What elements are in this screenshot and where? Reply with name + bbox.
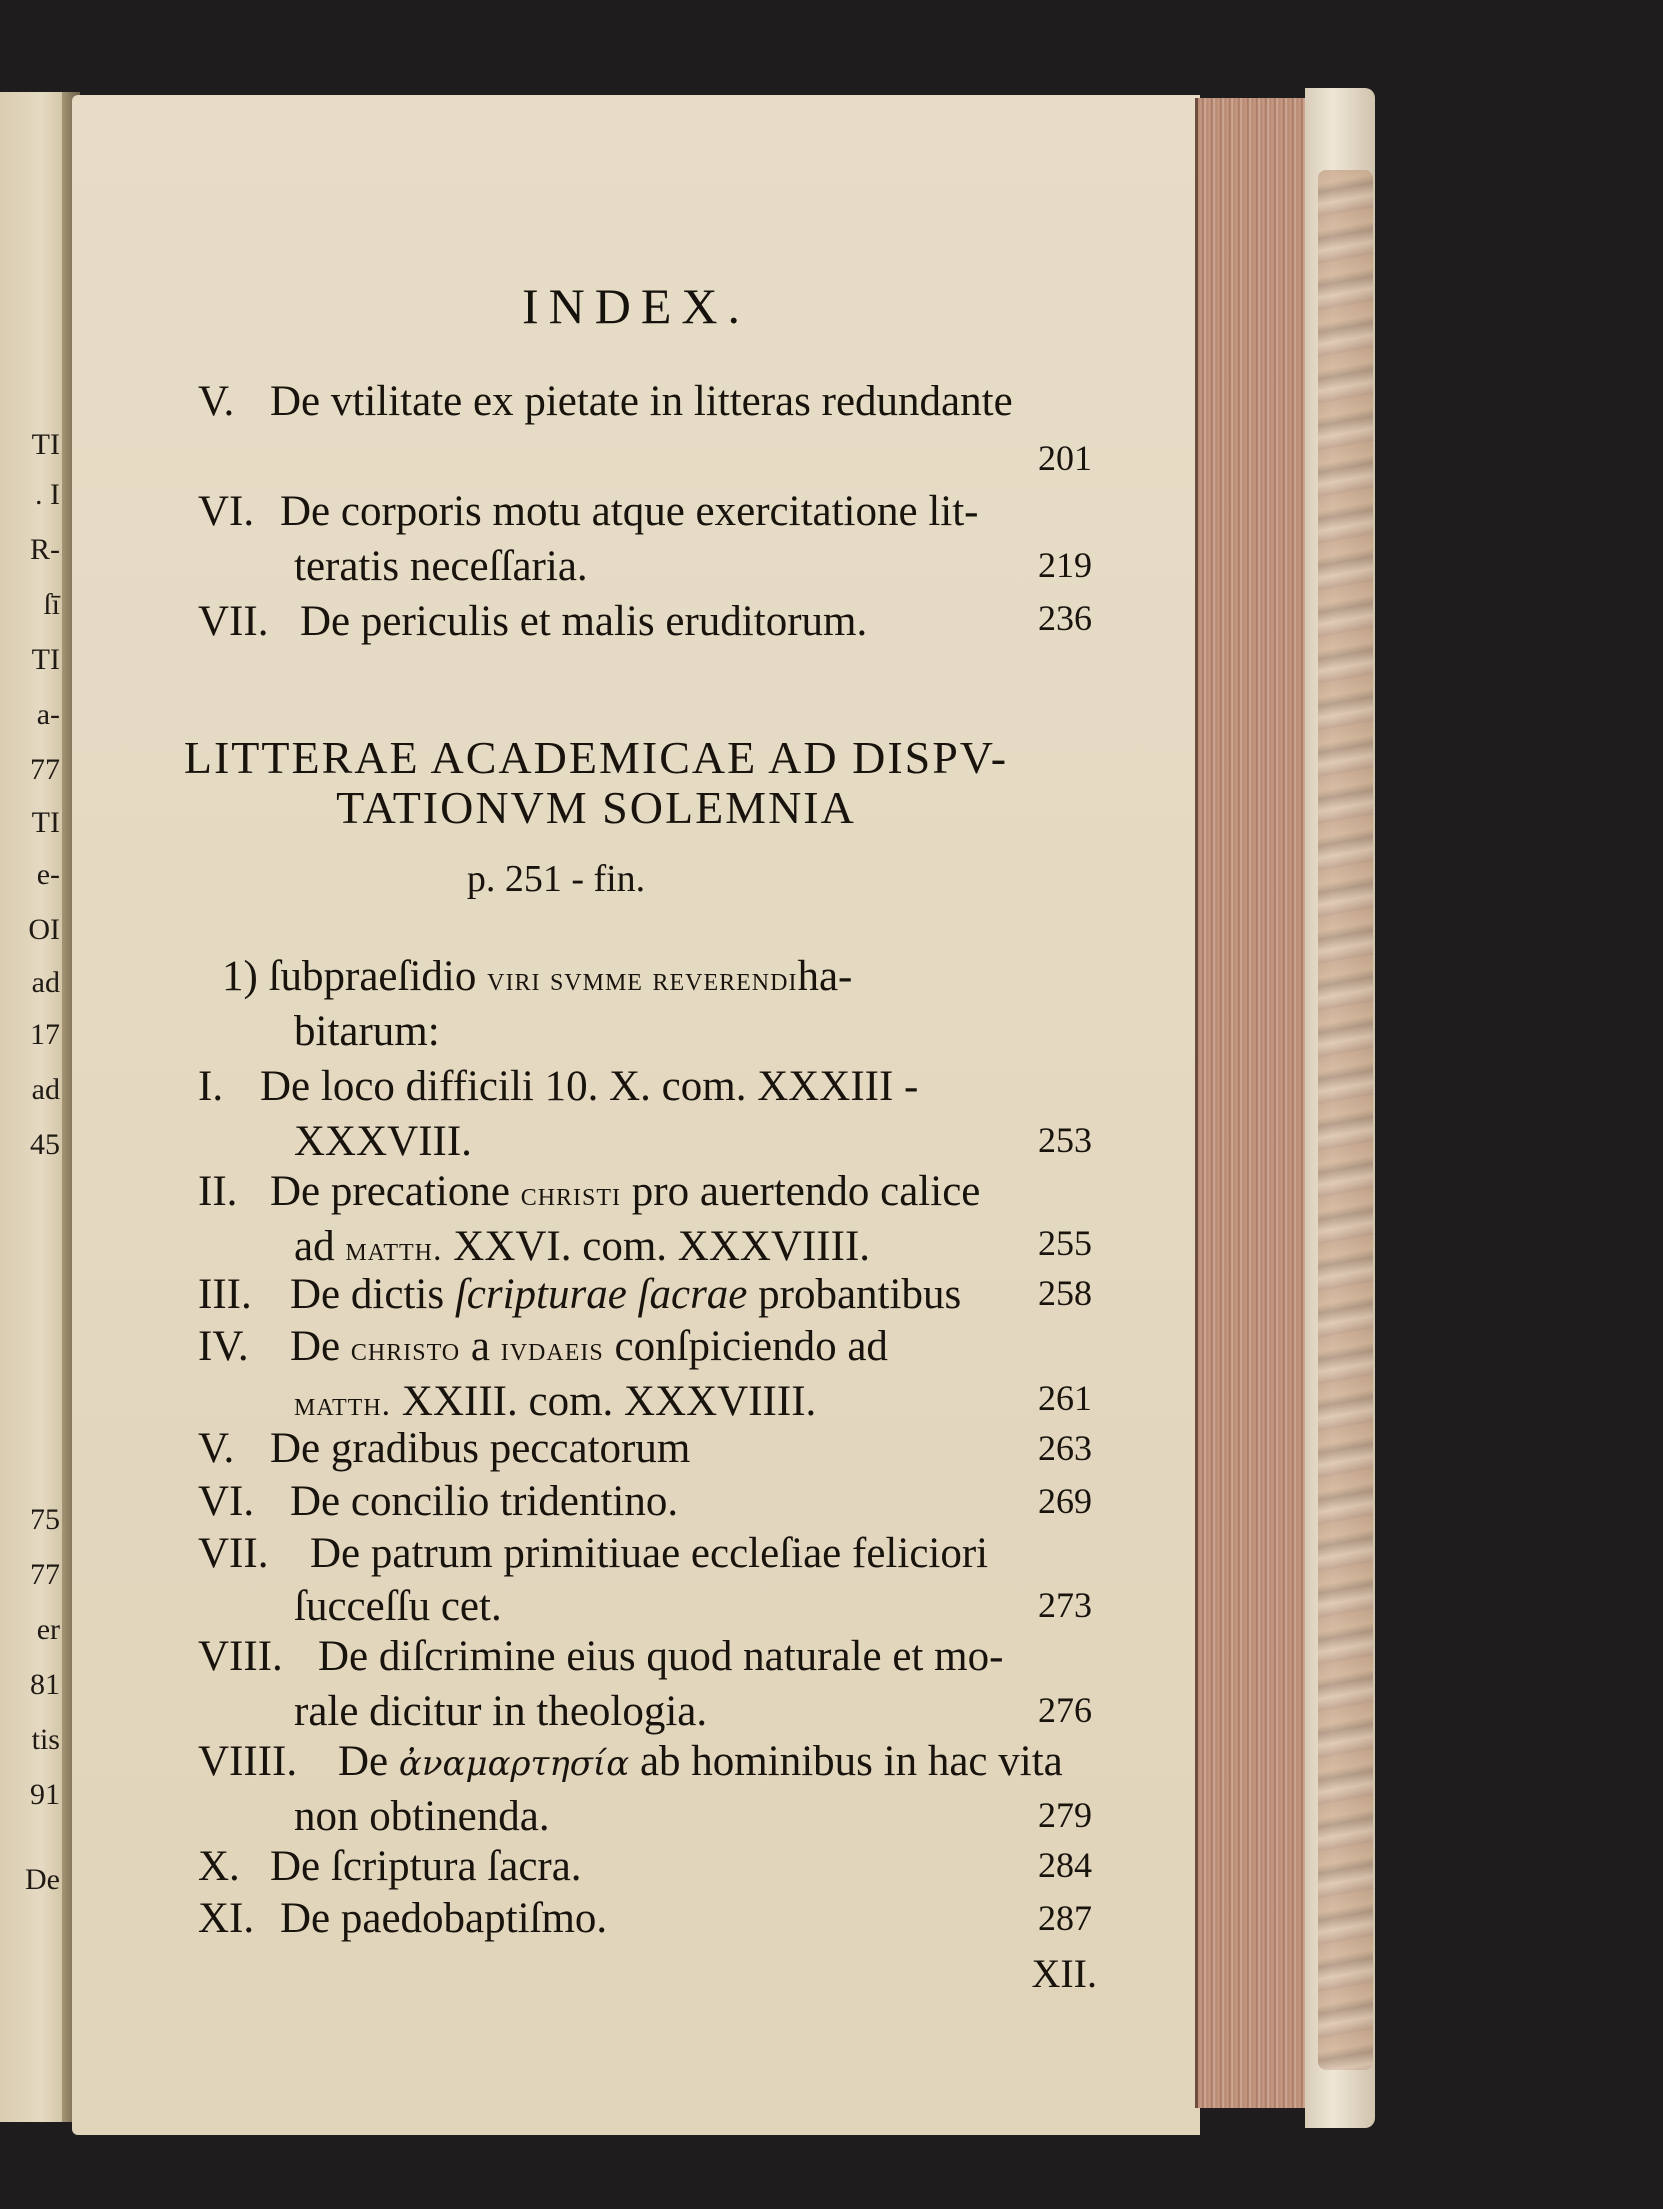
entry-continuation: rale dicitur in theologia. <box>294 1688 708 1735</box>
entry-title: pro auertendo calice <box>621 1168 981 1215</box>
entry-number: VIIII. <box>198 1738 298 1785</box>
left-page-fragment: a- <box>36 698 60 731</box>
left-page-fragment: OI <box>28 913 60 946</box>
entry-smallcaps: matth. <box>345 1231 443 1268</box>
entry-number: IV. <box>198 1323 249 1370</box>
page-number: 219 <box>1038 545 1092 585</box>
entry-number: VI. <box>198 1478 255 1525</box>
entry-continuation: XXXVIII. <box>294 1118 472 1165</box>
entry-number: X. <box>198 1843 240 1890</box>
index-entry <box>198 1635 1098 1678</box>
entry-number: V. <box>198 378 235 425</box>
page-fore-edge <box>1195 98 1318 2108</box>
page-number: 236 <box>1038 598 1092 638</box>
entry-title: De dictis <box>290 1271 455 1318</box>
entry-title: De vtilitate ex pietate in litteras redundante <box>270 378 1013 425</box>
entry-continuation: ſucceſſu cet. <box>294 1583 502 1630</box>
page-number: 276 <box>1038 1690 1092 1730</box>
left-page-fragment: 75 <box>30 1503 60 1536</box>
left-page-fragment: TI <box>31 643 60 676</box>
page-number: 261 <box>1038 1378 1092 1418</box>
entry-title: conſpiciendo ad <box>603 1323 888 1370</box>
entry-title: De concilio tridentino. <box>290 1478 679 1525</box>
left-page-fragment: er <box>36 1613 60 1646</box>
left-page-fragment: 45 <box>30 1128 60 1161</box>
page-number: 284 <box>1038 1845 1092 1885</box>
subhead-text: ha- <box>797 953 853 1000</box>
left-page-fragment: tis <box>31 1723 60 1756</box>
index-entry <box>198 1427 1098 1470</box>
left-page-fragment: De <box>25 1863 60 1896</box>
index-entry <box>198 1170 1098 1213</box>
section-page-range: p. 251 - fin. <box>466 858 646 900</box>
left-page-fragment: TI <box>31 428 60 461</box>
entry-title: De paedobaptiſmo. <box>280 1895 608 1942</box>
entry-text: XXIII. com. XXXVIIII. <box>391 1378 817 1425</box>
left-page-fragment: 91 <box>30 1778 60 1811</box>
entry-number: I. <box>198 1063 224 1110</box>
entry-number: VIII. <box>198 1633 283 1680</box>
entry-title: De precatione <box>270 1168 521 1215</box>
left-page-fragment: . I <box>35 478 60 511</box>
entry-number: VII. <box>198 1530 269 1577</box>
subhead-text: praeſidio <box>323 953 477 1000</box>
entry-smallcaps: christo <box>350 1331 461 1368</box>
page-number: 201 <box>1038 438 1092 478</box>
left-page-fragment: 81 <box>30 1668 60 1701</box>
entry-greek: ἀναμαρτησία <box>398 1744 630 1784</box>
left-page-fragment: TI <box>31 806 60 839</box>
index-entry <box>198 1065 1098 1108</box>
index-entry <box>198 380 1098 423</box>
page-number: 255 <box>1038 1223 1092 1263</box>
index-entry <box>198 1897 1098 1940</box>
index-page <box>72 95 1200 2135</box>
entry-title: probantibus <box>747 1271 962 1318</box>
page-number: 273 <box>1038 1585 1092 1625</box>
entry-title: a <box>460 1323 501 1370</box>
entry-title: De diſcrimine eius quod naturale et mo- <box>318 1633 1004 1680</box>
left-page-fragment: ad <box>31 1073 60 1106</box>
entry-number: II. <box>198 1168 238 1215</box>
entry-number: III. <box>198 1271 252 1318</box>
entry-title: De <box>290 1323 351 1370</box>
page-number: 258 <box>1038 1273 1092 1313</box>
page-number: 253 <box>1038 1120 1092 1160</box>
catchword: XII. <box>1031 1951 1097 1996</box>
subhead <box>222 955 1122 998</box>
left-page-fragment: e- <box>36 858 60 891</box>
entry-continuation: teratis neceſſaria. <box>294 543 588 590</box>
entry-title: De patrum primitiuae eccleſiae feliciori <box>310 1530 989 1577</box>
left-page-fragment: 77 <box>30 1558 60 1591</box>
entry-number: V. <box>198 1425 235 1472</box>
subhead-marker: 1) <box>222 953 258 1000</box>
subhead-text: ſub <box>268 953 324 1000</box>
entry-text: ad <box>294 1223 346 1270</box>
index-entry <box>198 1273 1098 1316</box>
entry-smallcaps: christi <box>520 1176 622 1213</box>
page-number: 269 <box>1038 1481 1092 1521</box>
entry-continuation <box>294 1380 816 1423</box>
page-number: 263 <box>1038 1428 1092 1468</box>
subhead-continuation: bitarum: <box>294 1008 440 1055</box>
running-head: INDEX. <box>521 278 751 334</box>
entry-continuation <box>294 1225 870 1268</box>
left-page-fragment: 17 <box>30 1018 60 1051</box>
section-title-line-2: TATIONVM SOLEMNIA <box>336 782 856 833</box>
entry-title: De <box>338 1738 399 1785</box>
left-page-fragment: ſī <box>43 588 60 621</box>
page-number: 279 <box>1038 1795 1092 1835</box>
index-entry <box>198 1845 1098 1888</box>
entry-number: VII. <box>198 598 269 645</box>
entry-italic: ſcripturae ſacrae <box>454 1271 748 1318</box>
entry-smallcaps: matth. <box>294 1386 392 1423</box>
entry-title: De corporis motu atque exercitatione lit- <box>280 488 979 535</box>
index-entry <box>198 490 1098 533</box>
left-facing-page <box>0 92 70 2122</box>
entry-title: De loco difficili 10. X. com. XXXIII - <box>260 1063 919 1110</box>
page-number: 287 <box>1038 1898 1092 1938</box>
left-page-fragment: R- <box>30 533 60 566</box>
entry-number: XI. <box>198 1895 255 1942</box>
entry-continuation: non obtinenda. <box>294 1793 550 1840</box>
entry-title: De gradibus peccatorum <box>270 1425 691 1472</box>
left-page-fragment: ad <box>31 966 60 999</box>
index-entry <box>198 600 1098 643</box>
entry-number: VI. <box>198 488 255 535</box>
index-entry <box>198 1532 1098 1575</box>
subhead-smallcaps: viri svmme reverendi <box>487 961 798 998</box>
entry-title: De ſcriptura ſacra. <box>270 1843 582 1890</box>
index-entry <box>198 1480 1098 1523</box>
left-page-fragment: 77 <box>30 753 60 786</box>
index-entry <box>198 1325 1098 1368</box>
entry-title: ab hominibus in hac vita <box>629 1738 1063 1785</box>
index-entry <box>198 1740 1098 1783</box>
entry-smallcaps: ivdaeis <box>500 1331 604 1368</box>
marbled-cover-edge <box>1318 170 1373 2070</box>
entry-title: De periculis et malis eruditorum. <box>300 598 868 645</box>
entry-text: XXVI. com. XXXVIIII. <box>442 1223 871 1270</box>
section-title-line-1: LITTERAE ACADEMICAE AD DISPV- <box>183 732 1009 783</box>
